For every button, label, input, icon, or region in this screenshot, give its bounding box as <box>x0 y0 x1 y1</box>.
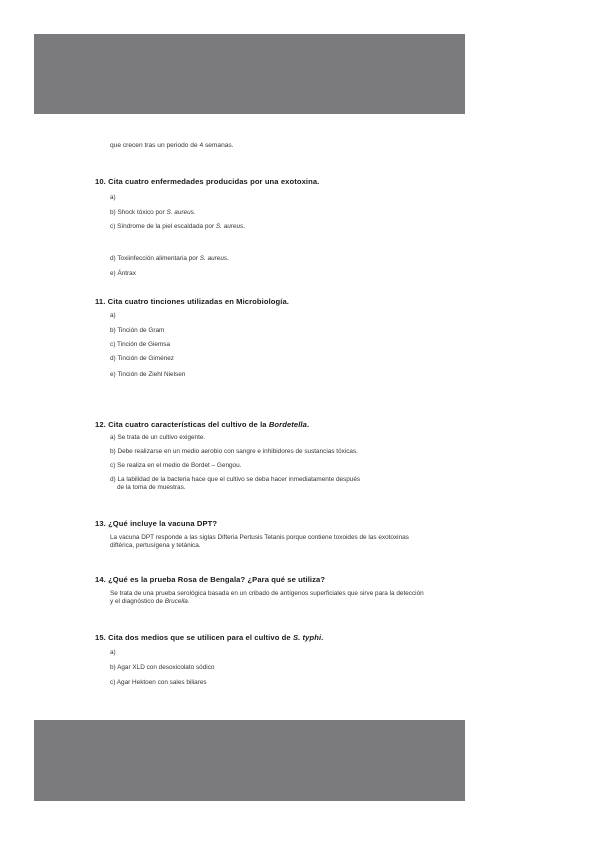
header-band <box>34 34 465 114</box>
q12-item-d-line2: de la toma de muestras. <box>117 484 186 491</box>
q12-item-d-line1: d) La labilidad de la bacteria hace que el cultivo se deba hacer inmediatamente después <box>110 476 361 483</box>
question-15-title: 15. Cita dos medios que se utilicen para el cultivo de S. typhi. <box>95 633 324 642</box>
footer-band <box>34 720 465 801</box>
q15-item-c: c) Agar Hektoen con sales biliares <box>110 679 207 686</box>
intro-text: que crecen tras un periodo de 4 semanas. <box>110 142 234 149</box>
q11-item-b: b) Tinción de Gram <box>110 327 165 334</box>
q10-item-a: a) <box>110 194 116 201</box>
q11-item-d: d) Tinción de Giménez <box>110 355 174 362</box>
q10-item-d: d) Toxiinfección alimentaria por S. aureus. <box>110 255 229 262</box>
q12-item-b: b) Debe realizarse en un medio aerobio con sangre e inhibidores de sustancias tóxicas. <box>110 448 358 455</box>
question-11-title: 11. Cita cuatro tinciones utilizadas en Microbiología. <box>95 297 290 306</box>
q10-item-c: c) Síndrome de la piel escaldada por S. aureus. <box>110 223 246 230</box>
q12-item-d <box>110 476 428 492</box>
question-13-title: 13. ¿Qué incluye la vacuna DPT? <box>95 519 218 528</box>
question-12-title: 12. Cita cuatro características del cultivo de la Bordetella. <box>95 420 310 429</box>
q12-item-a: a) Se trata de un cultivo exigente. <box>110 434 206 441</box>
question-14-title: 14. ¿Qué es la prueba Rosa de Bengala? ¿Para qué se utiliza? <box>95 575 326 584</box>
q10-item-e: e) Ántrax <box>110 270 136 277</box>
question-10-title: 10. Cita cuatro enfermedades producidas por una exotoxina. <box>95 177 320 186</box>
q15-item-a: a) <box>110 649 116 656</box>
q14-answer: Se trata de una prueba serológica basada en un cribado de antígenos superficiales que sirve para la detección y el diagnóstico de Brucella. <box>110 590 424 605</box>
q10-item-b: b) Shock tóxico por S. aureus. <box>110 209 196 216</box>
q11-item-a: a) <box>110 312 116 319</box>
q11-item-c: c) Tinción de Giemsa <box>110 341 171 348</box>
q11-item-e: e) Tinción de Ziehl Nielsen <box>110 371 186 378</box>
q12-item-c: c) Se realiza en el medio de Bordet – Gengou. <box>110 462 242 469</box>
q13-answer: La vacuna DPT responde a las siglas Difteria Pertusis Tetanis porque contiene toxoides de las exotoxinas diftérica, pertusígena y tetánica. <box>110 534 409 549</box>
q15-item-b: b) Agar XLD con desoxicolato sódico <box>110 664 215 671</box>
